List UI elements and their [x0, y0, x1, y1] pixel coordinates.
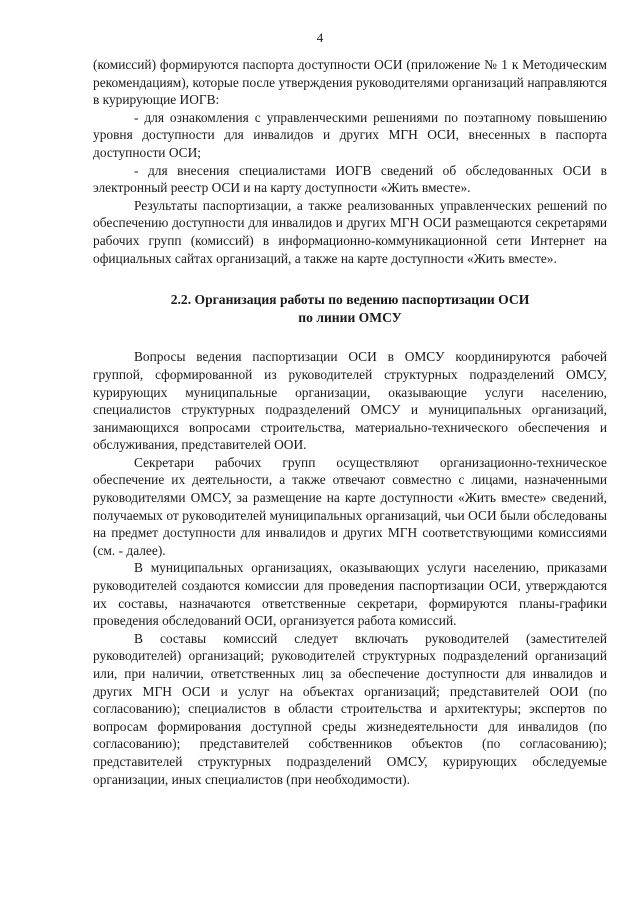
section-heading-line: 2.2. Организация работы по ведению паспортизации ОСИ	[170, 292, 530, 308]
paragraph: Результаты паспортизации, а также реализованных управленческих решений по обеспечению доступности для инвалидов и других МГН ОСИ размещаются секретарями рабочих групп (комиссий) в информационно-коммуникационной сети Интернет на официальных сайтах организаций, а также на карте доступности «Жить вместе».	[93, 197, 607, 266]
section-heading	[93, 291, 607, 326]
section-heading-line: по линии ОМСУ	[298, 309, 402, 325]
paragraph: Секретари рабочих групп осуществляют организационно-техническое обеспечение их деятельности, а также отвечают совместно с лицами, назначенными руководителями ОМСУ, за размещение на карте доступности «Жить вместе» сведений, получаемых от руководителей муниципальных организаций, чьи ОСИ были обследованы на предмет доступности для инвалидов и других МГН соответствующими комиссиями (см. - далее).	[93, 454, 607, 558]
paragraph-list-item: - для внесения специалистами ИОГВ сведений об обследованных ОСИ в электронный реестр ОСИ и на карту доступности «Жить вместе».	[93, 162, 607, 196]
paragraph-continuation: (комиссий) формируются паспорта доступности ОСИ (приложение № 1 к Методическим рекомендациям), которые после утверждения руководителями организаций направляются в курирующие ИОГВ:	[93, 57, 607, 108]
page-body	[93, 56, 607, 788]
paragraph-list-item: - для ознакомления с управленческими решениями по поэтапному повышению уровня доступности для инвалидов и других МГН ОСИ, внесенных в паспорта доступности ОСИ;	[93, 109, 607, 160]
paragraph: Вопросы ведения паспортизации ОСИ в ОМСУ координируются рабочей группой, сформированной из руководителей структурных подразделений ОМСУ, курирующих муниципальные организации, оказывающие услуги населению, специалистов структурных подразделений ОМСУ и муниципальных организаций, занимающихся вопросами строительства, материально-технического обеспечения и обслуживания, представителей ООИ.	[93, 349, 607, 453]
page-number: 4	[316, 30, 324, 45]
paragraph: В составы комиссий следует включать руководителей (заместителей руководителей) организаций; руководителей структурных подразделений организаций или, при наличии, ответственных лиц за обеспечение доступности для инвалидов и других МГН ОСИ и услуг на объектах организаций; представителей ООИ (по согласованию); специалистов в области строительства и архитектуры; экспертов по вопросам формирования доступной среды жизнедеятельности для инвалидов (по согласованию); представителей собственников объектов (по согласованию); представителей структурных подразделений ОМСУ, курирующих обследуемые организации, иных специалистов (при необходимости).	[93, 630, 607, 787]
paragraph: В муниципальных организациях, оказывающих услуги населению, приказами руководителей создаются комиссии для проведения паспортизации ОСИ, утверждаются их составы, назначаются ответственные секретари, формируются планы-графики проведения обследований ОСИ, организуется работа комиссий.	[93, 560, 607, 629]
